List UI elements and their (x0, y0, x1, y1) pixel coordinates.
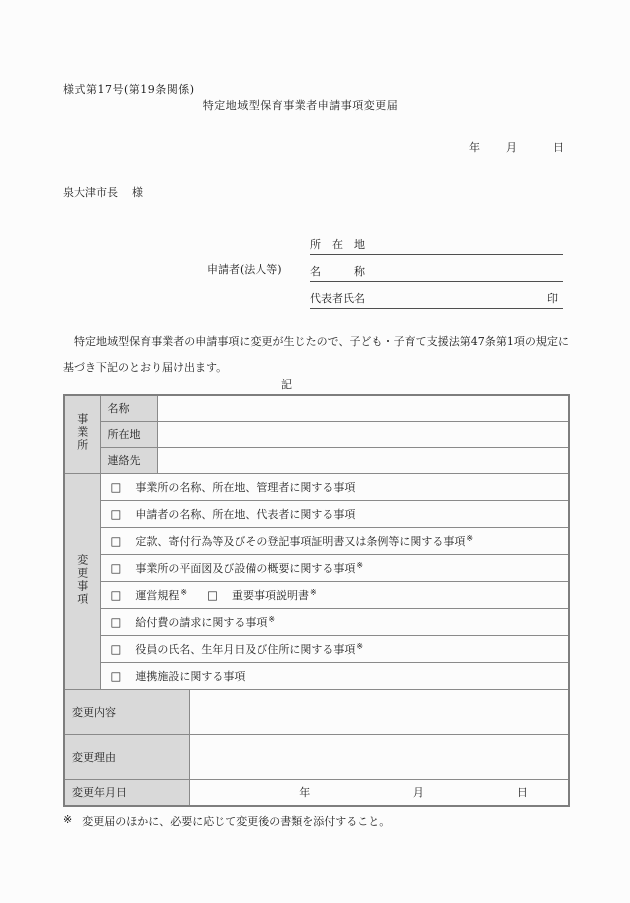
office-contact-label: 連絡先 (100, 447, 157, 473)
checkbox-icon[interactable]: □ (110, 641, 122, 656)
change-item-4 (100, 581, 569, 608)
change-item-1 (100, 500, 569, 527)
checkbox-icon[interactable]: □ (110, 533, 122, 548)
change-date-month-label: 月 (412, 786, 424, 800)
table-row-office-name (64, 395, 569, 421)
applicant-section (207, 228, 563, 309)
change-item-row (64, 527, 569, 554)
note-mark: ※ (466, 533, 474, 543)
office-contact-value[interactable] (157, 447, 569, 473)
office-address-label: 所在地 (100, 421, 157, 447)
change-item-row (64, 500, 569, 527)
addressee (63, 184, 143, 200)
changes-header-cell (64, 473, 100, 689)
main-table (63, 394, 570, 807)
change-item-label: 運営規程※ (135, 587, 188, 602)
change-item-5 (100, 608, 569, 635)
checkbox-icon[interactable]: □ (110, 506, 122, 521)
change-content-value[interactable] (189, 689, 569, 734)
office-name-label: 名称 (100, 395, 157, 421)
change-item-2 (100, 527, 569, 554)
applicant-name-label: 名 称 (310, 265, 365, 278)
applicant-address-field[interactable] (310, 228, 563, 255)
office-name-value[interactable] (157, 395, 569, 421)
change-item-label: 事業所の名称、所在地、管理者に関する事項 (135, 480, 356, 494)
change-item-row (64, 473, 569, 500)
footnote-mark: ※ (63, 813, 73, 826)
form-number: 様式第17号(第19条関係) (63, 83, 195, 96)
note-mark: ※ (356, 641, 364, 651)
record-heading: 記 (281, 378, 292, 391)
change-date-year-label: 年 (299, 786, 311, 800)
date-line (63, 139, 568, 155)
table-row-office-contact (64, 447, 569, 473)
seal-label: 印 (547, 292, 558, 305)
change-item-label: 定款、寄付行為等及びその登記事項証明書又は条例等に関する事項※ (135, 533, 474, 548)
applicant-address-label: 所 在 地 (310, 238, 365, 251)
office-address-value[interactable] (157, 421, 569, 447)
note-mark: ※ (309, 587, 317, 597)
applicant-name-field[interactable] (310, 255, 563, 282)
change-date-label: 変更年月日 (64, 779, 189, 806)
table-row-change-reason (64, 734, 569, 779)
change-item-label: 重要事項説明書※ (231, 587, 317, 602)
change-reason-value[interactable] (189, 734, 569, 779)
checkbox-icon[interactable]: □ (110, 668, 122, 683)
table-row-office-address (64, 421, 569, 447)
month-label: 月 (506, 141, 517, 154)
applicant-fields (310, 228, 563, 309)
change-item-row (64, 608, 569, 635)
year-label: 年 (469, 141, 480, 154)
changes-header-label: 変更事項 (75, 553, 89, 606)
office-header-label: 事業所 (75, 413, 89, 453)
footnote (63, 813, 390, 829)
change-item-label: 申請者の名称、所在地、代表者に関する事項 (135, 507, 356, 521)
table-row-change-content (64, 689, 569, 734)
checkbox-icon[interactable]: □ (207, 587, 218, 602)
applicant-representative-label: 代表者氏名 (310, 292, 365, 305)
checkbox-icon[interactable]: □ (110, 614, 122, 629)
change-date-value[interactable] (189, 779, 569, 806)
checkbox-icon[interactable]: □ (110, 479, 122, 494)
addressee-honorific: 様 (132, 186, 143, 199)
change-item-row (64, 662, 569, 689)
document-title: 特定地域型保育事業者申請事項変更届 (202, 99, 399, 112)
change-item-7 (100, 662, 569, 689)
addressee-name: 泉大津市長 (63, 186, 118, 199)
change-content-label: 変更内容 (64, 689, 189, 734)
checkbox-icon[interactable]: □ (110, 560, 122, 575)
change-item-label: 連携施設に関する事項 (135, 669, 246, 683)
change-reason-label: 変更理由 (64, 734, 189, 779)
change-item-label: 役員の氏名、生年月日及び住所に関する事項※ (135, 641, 364, 656)
body-paragraph: 特定地域型保育事業者の申請事項に変更が生じたので、子ども・子育て支援法第47条第1項の規定に基づき下記のとおり届け出ます。 (63, 335, 569, 374)
office-header-cell (64, 395, 100, 473)
change-item-row (64, 581, 569, 608)
note-mark: ※ (180, 587, 188, 597)
change-item-3 (100, 554, 569, 581)
change-item-row (64, 554, 569, 581)
applicant-label: 申請者(法人等) (207, 262, 282, 276)
change-item-0 (100, 473, 569, 500)
note-mark: ※ (268, 614, 276, 624)
checkbox-icon[interactable]: □ (110, 587, 122, 602)
change-item-row (64, 635, 569, 662)
change-item-label: 事業所の平面図及び設備の概要に関する事項※ (135, 560, 364, 575)
applicant-representative-field[interactable] (310, 282, 563, 309)
table-row-change-date (64, 779, 569, 806)
note-mark: ※ (356, 560, 364, 570)
change-item-label: 給付費の請求に関する事項※ (135, 614, 276, 629)
change-date-day-label: 日 (516, 786, 528, 800)
footnote-text: 変更届のほかに、必要に応じて変更後の書類を添付すること。 (82, 815, 391, 828)
day-label: 日 (553, 141, 564, 154)
change-item-6 (100, 635, 569, 662)
